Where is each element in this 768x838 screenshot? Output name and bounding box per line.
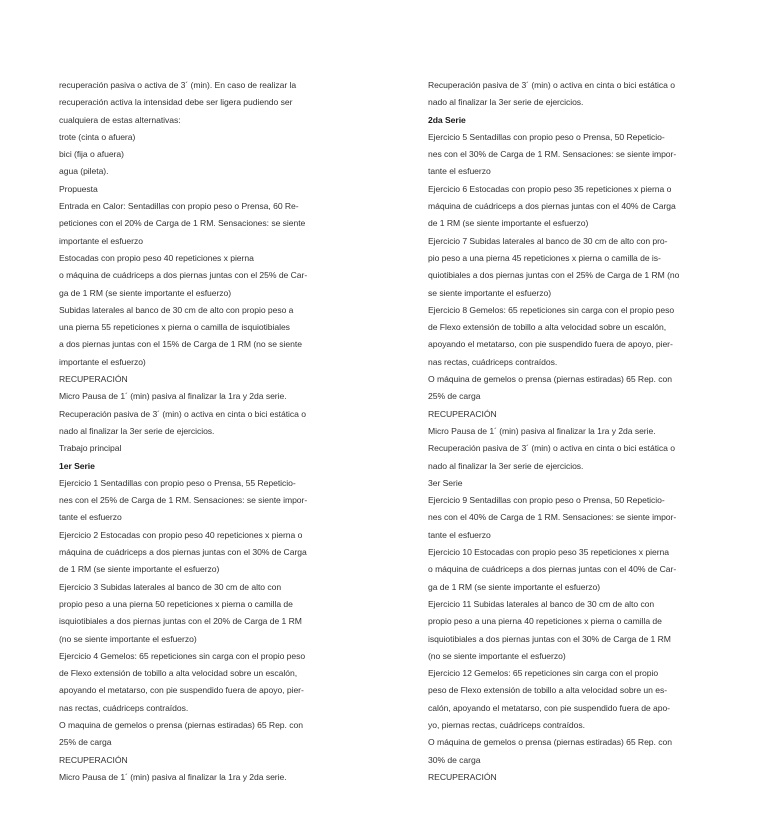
text-line: Ejercicio 3 Subidas laterales al banco de 30 cm de alto con — [59, 581, 282, 592]
text-line: Ejercicio 6 Estocadas con propio peso 35 repeticiones x pierna o — [428, 183, 672, 194]
text-line: Ejercicio 11 Subidas laterales al banco de 30 cm de alto con — [428, 598, 655, 609]
text-line: se siente importante el esfuerzo) — [428, 287, 552, 298]
text-line: Ejercicio 1 Sentadillas con propio peso o Prensa, 55 Repeticio- — [59, 477, 296, 488]
text-line: o máquina de cuádriceps a dos piernas juntas con el 25% de Car- — [59, 270, 308, 281]
text-line: Estocadas con propio peso 40 repeticiones x pierna — [59, 252, 254, 263]
text-line: Subidas laterales al banco de 30 cm de alto con propio peso a — [59, 304, 294, 315]
text-line: O maquina de gemelos o prensa (piernas estiradas) 65 Rep. con — [59, 719, 303, 730]
text-line: ga de 1 RM (se siente importante el esfuerzo) — [428, 581, 601, 592]
text-line: recuperación pasiva o activa de 3´ (min). En caso de realizar la — [59, 80, 297, 90]
text-line: quiotibiales a dos piernas juntas con el 25% de Carga de 1 RM (no — [428, 270, 680, 281]
text-line: tante el esfuerzo — [428, 529, 491, 540]
text-line: nes con el 30% de Carga de 1 RM. Sensaciones: se siente impor- — [428, 149, 677, 160]
text-line: peticiones con el 20% de Carga de 1 RM. Sensaciones: se siente — [59, 218, 306, 229]
section-heading: 1er Serie — [59, 460, 95, 471]
text-line: cualquiera de estas alternativas: — [59, 114, 181, 125]
text-line: Ejercicio 10 Estocadas con propio peso 35 repeticiones x pierna — [428, 547, 669, 558]
text-line: agua (pileta). — [59, 166, 109, 177]
text-line: nes con el 40% de Carga de 1 RM. Sensaciones: se siente impor- — [428, 512, 677, 523]
text-line: nas rectas, cuádriceps contraídos. — [428, 356, 558, 367]
text-line: Ejercicio 4 Gemelos: 65 repeticiones sin carga con el propio peso — [59, 650, 306, 661]
text-line: de 1 RM (se siente importante el esfuerzo) — [428, 218, 589, 229]
text-line: (no se siente importante el esfuerzo) — [59, 633, 197, 644]
text-line: apoyando el metatarso, con pie suspendido fuera de apoyo, pier- — [428, 339, 673, 350]
text-line: 3er Serie — [428, 477, 463, 488]
text-line: una pierna 55 repeticiones x pierna o camilla de isquiotibiales — [59, 322, 290, 333]
text-line: de Flexo extensión de tobillo a alta velocidad sobre un escalón, — [59, 668, 298, 679]
text-line: importante el esfuerzo — [59, 235, 143, 246]
text-line: Micro Pausa de 1´ (min) pasiva al finalizar la 1ra y 2da serie. — [59, 771, 287, 782]
text-line: máquina de cuádriceps a dos piernas juntas con el 30% de Carga — [59, 547, 307, 558]
text-line: nado al finalizar la 3er serie de ejercicios. — [428, 97, 584, 108]
text-line: nado al finalizar la 3er serie de ejercicios. — [59, 425, 215, 436]
text-line: tante el esfuerzo — [428, 166, 491, 177]
text-line: Ejercicio 8 Gemelos: 65 repeticiones sin carga con el propio peso — [428, 304, 675, 315]
text-line: importante el esfuerzo) — [59, 356, 146, 367]
section-heading: 2da Serie — [428, 114, 466, 125]
text-line: Recuperación pasiva de 3´ (min) o activa en cinta o bici estática o — [59, 408, 306, 419]
text-line: apoyando el metatarso, con pie suspendido fuera de apoyo, pier- — [59, 685, 304, 696]
text-line: pio peso a una pierna 45 repeticiones x pierna o camilla de is- — [428, 252, 661, 263]
text-line: RECUPERACIÓN — [59, 374, 128, 385]
text-line: Ejercicio 7 Subidas laterales al banco de 30 cm de alto con pro- — [428, 235, 668, 246]
text-line: Ejercicio 5 Sentadillas con propio peso o Prensa, 50 Repeticio- — [428, 131, 665, 142]
text-line: O máquina de gemelos o prensa (piernas estiradas) 65 Rep. con — [428, 374, 672, 385]
text-line: RECUPERACIÓN — [428, 771, 497, 782]
text-line: Entrada en Calor: Sentadillas con propio peso o Prensa, 60 Re- — [59, 201, 299, 212]
text-line: RECUPERACIÓN — [428, 408, 497, 419]
text-line: Micro Pausa de 1´ (min) pasiva al finalizar la 1ra y 2da serie. — [428, 425, 656, 436]
text-line: 25% de carga — [428, 391, 481, 402]
text-line: 25% de carga — [59, 737, 112, 748]
right-text-column — [428, 77, 698, 786]
text-line: máquina de cuádriceps a dos piernas juntas con el 40% de Carga — [428, 201, 676, 212]
text-line: yo, piernas rectas, cuádriceps contraídos. — [428, 719, 585, 730]
text-line: nas rectas, cuádriceps contraídos. — [59, 702, 189, 713]
text-line: 30% de carga — [428, 754, 481, 765]
text-line: propio peso a una pierna 40 repeticiones x pierna o camilla de — [428, 616, 662, 627]
text-line: Ejercicio 2 Estocadas con propio peso 40 repeticiones x pierna o — [59, 529, 303, 540]
text-line: Recuperación pasiva de 3´ (min) o activa en cinta o bici estática o — [428, 443, 675, 454]
text-line: nes con el 25% de Carga de 1 RM. Sensaciones: se siente impor- — [59, 495, 308, 506]
left-text-column — [59, 77, 327, 786]
text-line: isquiotibiales a dos piernas juntas con el 20% de Carga de 1 RM — [59, 616, 302, 627]
text-line: RECUPERACIÓN — [59, 754, 128, 765]
text-line: trote (cinta o afuera) — [59, 131, 136, 142]
text-line: de 1 RM (se siente importante el esfuerzo) — [59, 564, 220, 575]
text-line: de Flexo extensión de tobillo a alta velocidad sobre un escalón, — [428, 322, 667, 333]
text-line: Trabajo principal — [59, 443, 122, 454]
text-line: O máquina de gemelos o prensa (piernas estiradas) 65 Rep. con — [428, 737, 672, 748]
text-line: tante el esfuerzo — [59, 512, 122, 523]
text-line: a dos piernas juntas con el 15% de Carga de 1 RM (no se siente — [59, 339, 302, 350]
text-line: o máquina de cuádriceps a dos piernas juntas con el 40% de Car- — [428, 564, 677, 575]
text-line: nado al finalizar la 3er serie de ejercicios. — [428, 460, 584, 471]
text-line: peso de Flexo extensión de tobillo a alta velocidad sobre un es- — [428, 685, 668, 696]
text-line: Ejercicio 9 Sentadillas con propio peso o Prensa, 50 Repeticio- — [428, 495, 665, 506]
text-line: Recuperación pasiva de 3´ (min) o activa en cinta o bici estática o — [428, 80, 675, 90]
text-line: recuperación activa la intensidad debe ser ligera pudiendo ser — [59, 97, 293, 108]
text-line: isquiotibiales a dos piernas juntas con el 30% de Carga de 1 RM — [428, 633, 671, 644]
text-line: bici (fija o afuera) — [59, 149, 124, 160]
text-line: ga de 1 RM (se siente importante el esfuerzo) — [59, 287, 232, 298]
text-line: Propuesta — [59, 183, 98, 194]
text-line: propio peso a una pierna 50 repeticiones x pierna o camilla de — [59, 598, 293, 609]
text-line: Micro Pausa de 1´ (min) pasiva al finalizar la 1ra y 2da serie. — [59, 391, 287, 402]
text-line: calón, apoyando el metatarso, con pie suspendido fuera de apo- — [428, 702, 670, 713]
text-line: Ejercicio 12 Gemelos: 65 repeticiones sin carga con el propio — [428, 668, 659, 679]
text-line: (no se siente importante el esfuerzo) — [428, 650, 566, 661]
